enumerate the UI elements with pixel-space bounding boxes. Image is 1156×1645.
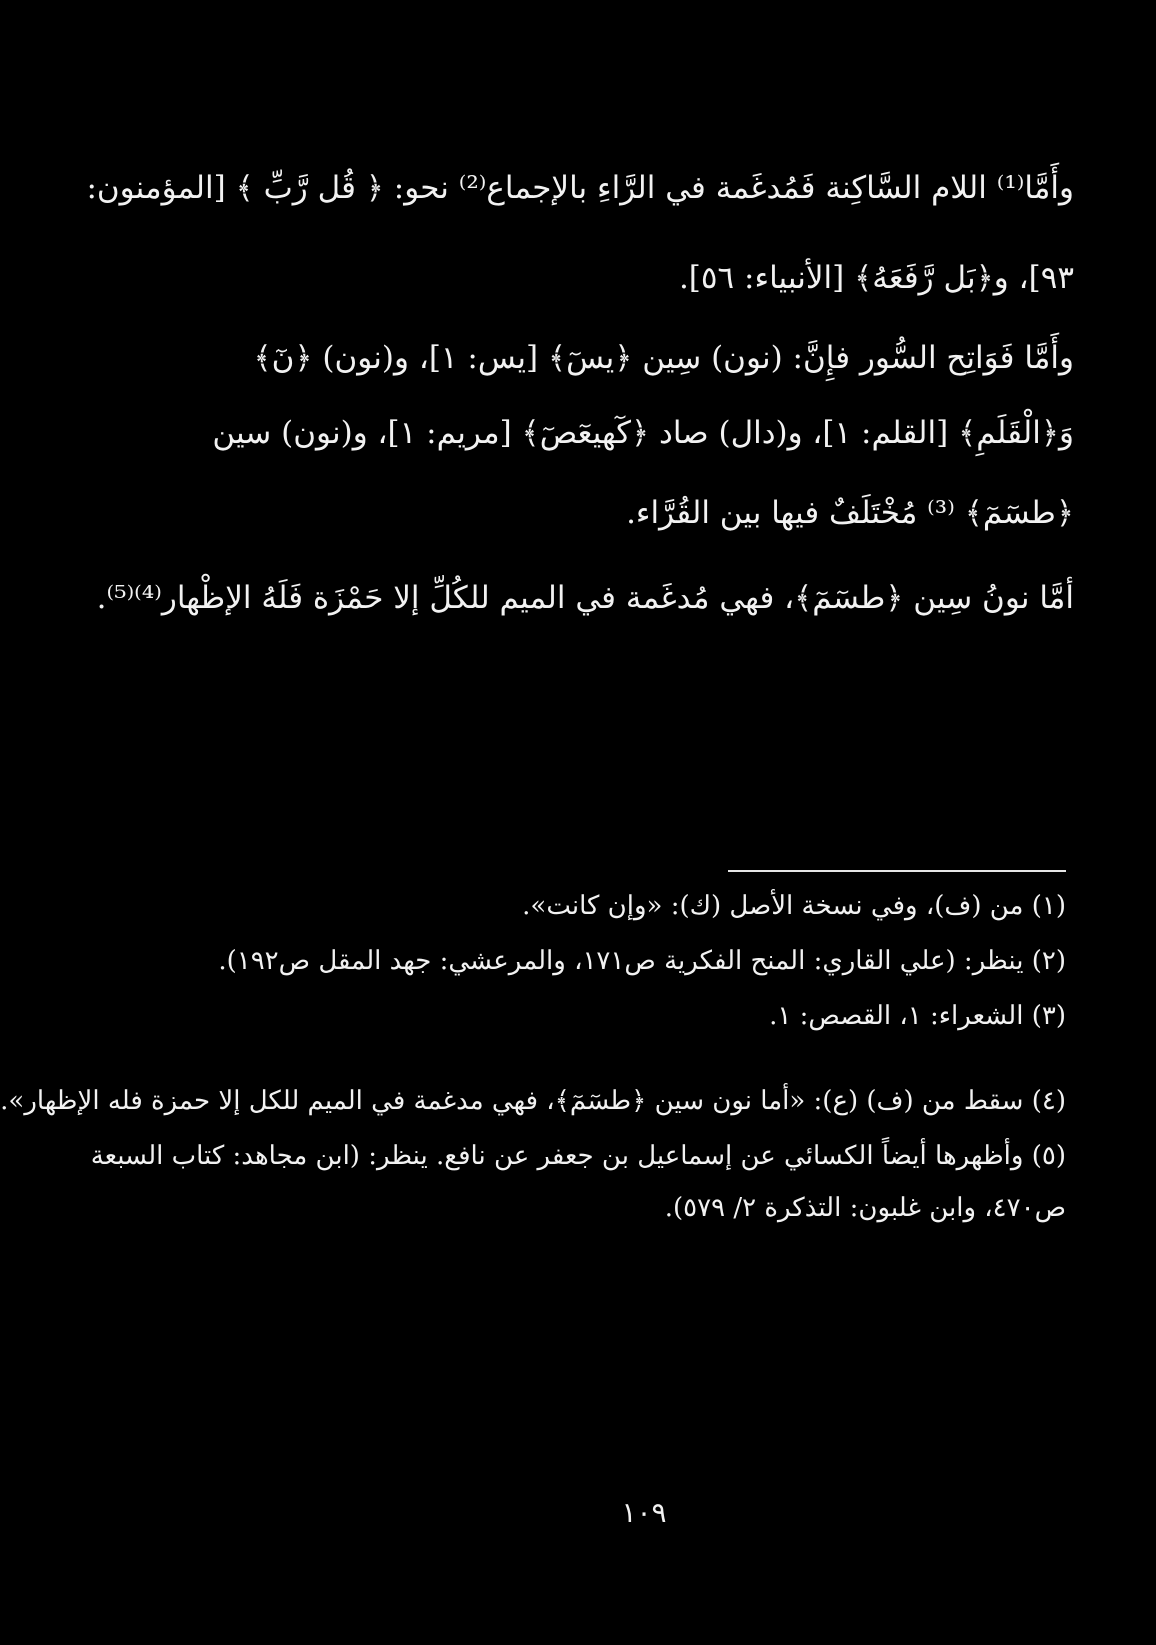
text-line-6: أمَّا نونُ سِين ﴿طسٓمٓ﴾، فهي مُدغَمة في الميم للكُلِّ إلا حَمْزَة فَلَهُ الإظْهار⁽⁴⁾⁽⁵⁾. [96, 580, 1074, 616]
text-line-3: وأَمَّا فَوَاتِح السُّور فإِنَّ: (نون) سِين ﴿يسٓ﴾ [يس: ١]، و(نون) ﴿نٓ﴾ [253, 340, 1074, 376]
footnote-3: (٣) الشعراء: ١، القصص: ١. [769, 1001, 1066, 1031]
footnote-5: (٥) وأظهرها أيضاً الكسائي عن إسماعيل بن جعفر عن نافع. ينظر: (ابن مجاهد: كتاب السبعة [90, 1141, 1066, 1171]
footnote-2: (٢) ينظر: (علي القاري: المنح الفكرية ص١٧١، والمرعشي: جهد المقل ص١٩٢). [218, 946, 1066, 976]
text-line-5: ﴿طسٓمٓ﴾ ⁽³⁾ مُخْتَلَفٌ فيها بين القُرَّاء. [626, 495, 1074, 531]
footnote-divider [728, 870, 1066, 872]
page-number: ١٠٩ [621, 1496, 667, 1529]
footnote-4: (٤) سقط من (ف) (ع): «أما نون سين ﴿طسٓمٓ﴾، فهي مدغمة في الميم للكل إلا حمزة فله الإظهار». [0, 1086, 1066, 1116]
text-line-2: ٩٣]، و﴿بَل رَّفَعَهُ﴾ [الأنبياء: ٥٦]. [678, 260, 1074, 296]
footnote-1: (١) من (ف)، وفي نسخة الأصل (ك): «وإن كانت». [522, 891, 1066, 921]
footnote-5-continued: ص٤٧٠، وابن غلبون: التذكرة ٢/ ٥٧٩). [664, 1193, 1066, 1223]
text-line-4: وَ﴿الْقَلَمِ﴾ [القلم: ١]، و(دال) صاد ﴿كٓهيعٓصٓ﴾ [مريم: ١]، و(نون) سين [212, 415, 1074, 451]
text-line-1: وأَمَّا⁽¹⁾ اللام السَّاكِنة فَمُدغَمة في الرَّاءِ بالإجماع⁽²⁾ نحو: ﴿ قُل رَّبِّ ﴾ [المؤمنون: [86, 170, 1074, 206]
